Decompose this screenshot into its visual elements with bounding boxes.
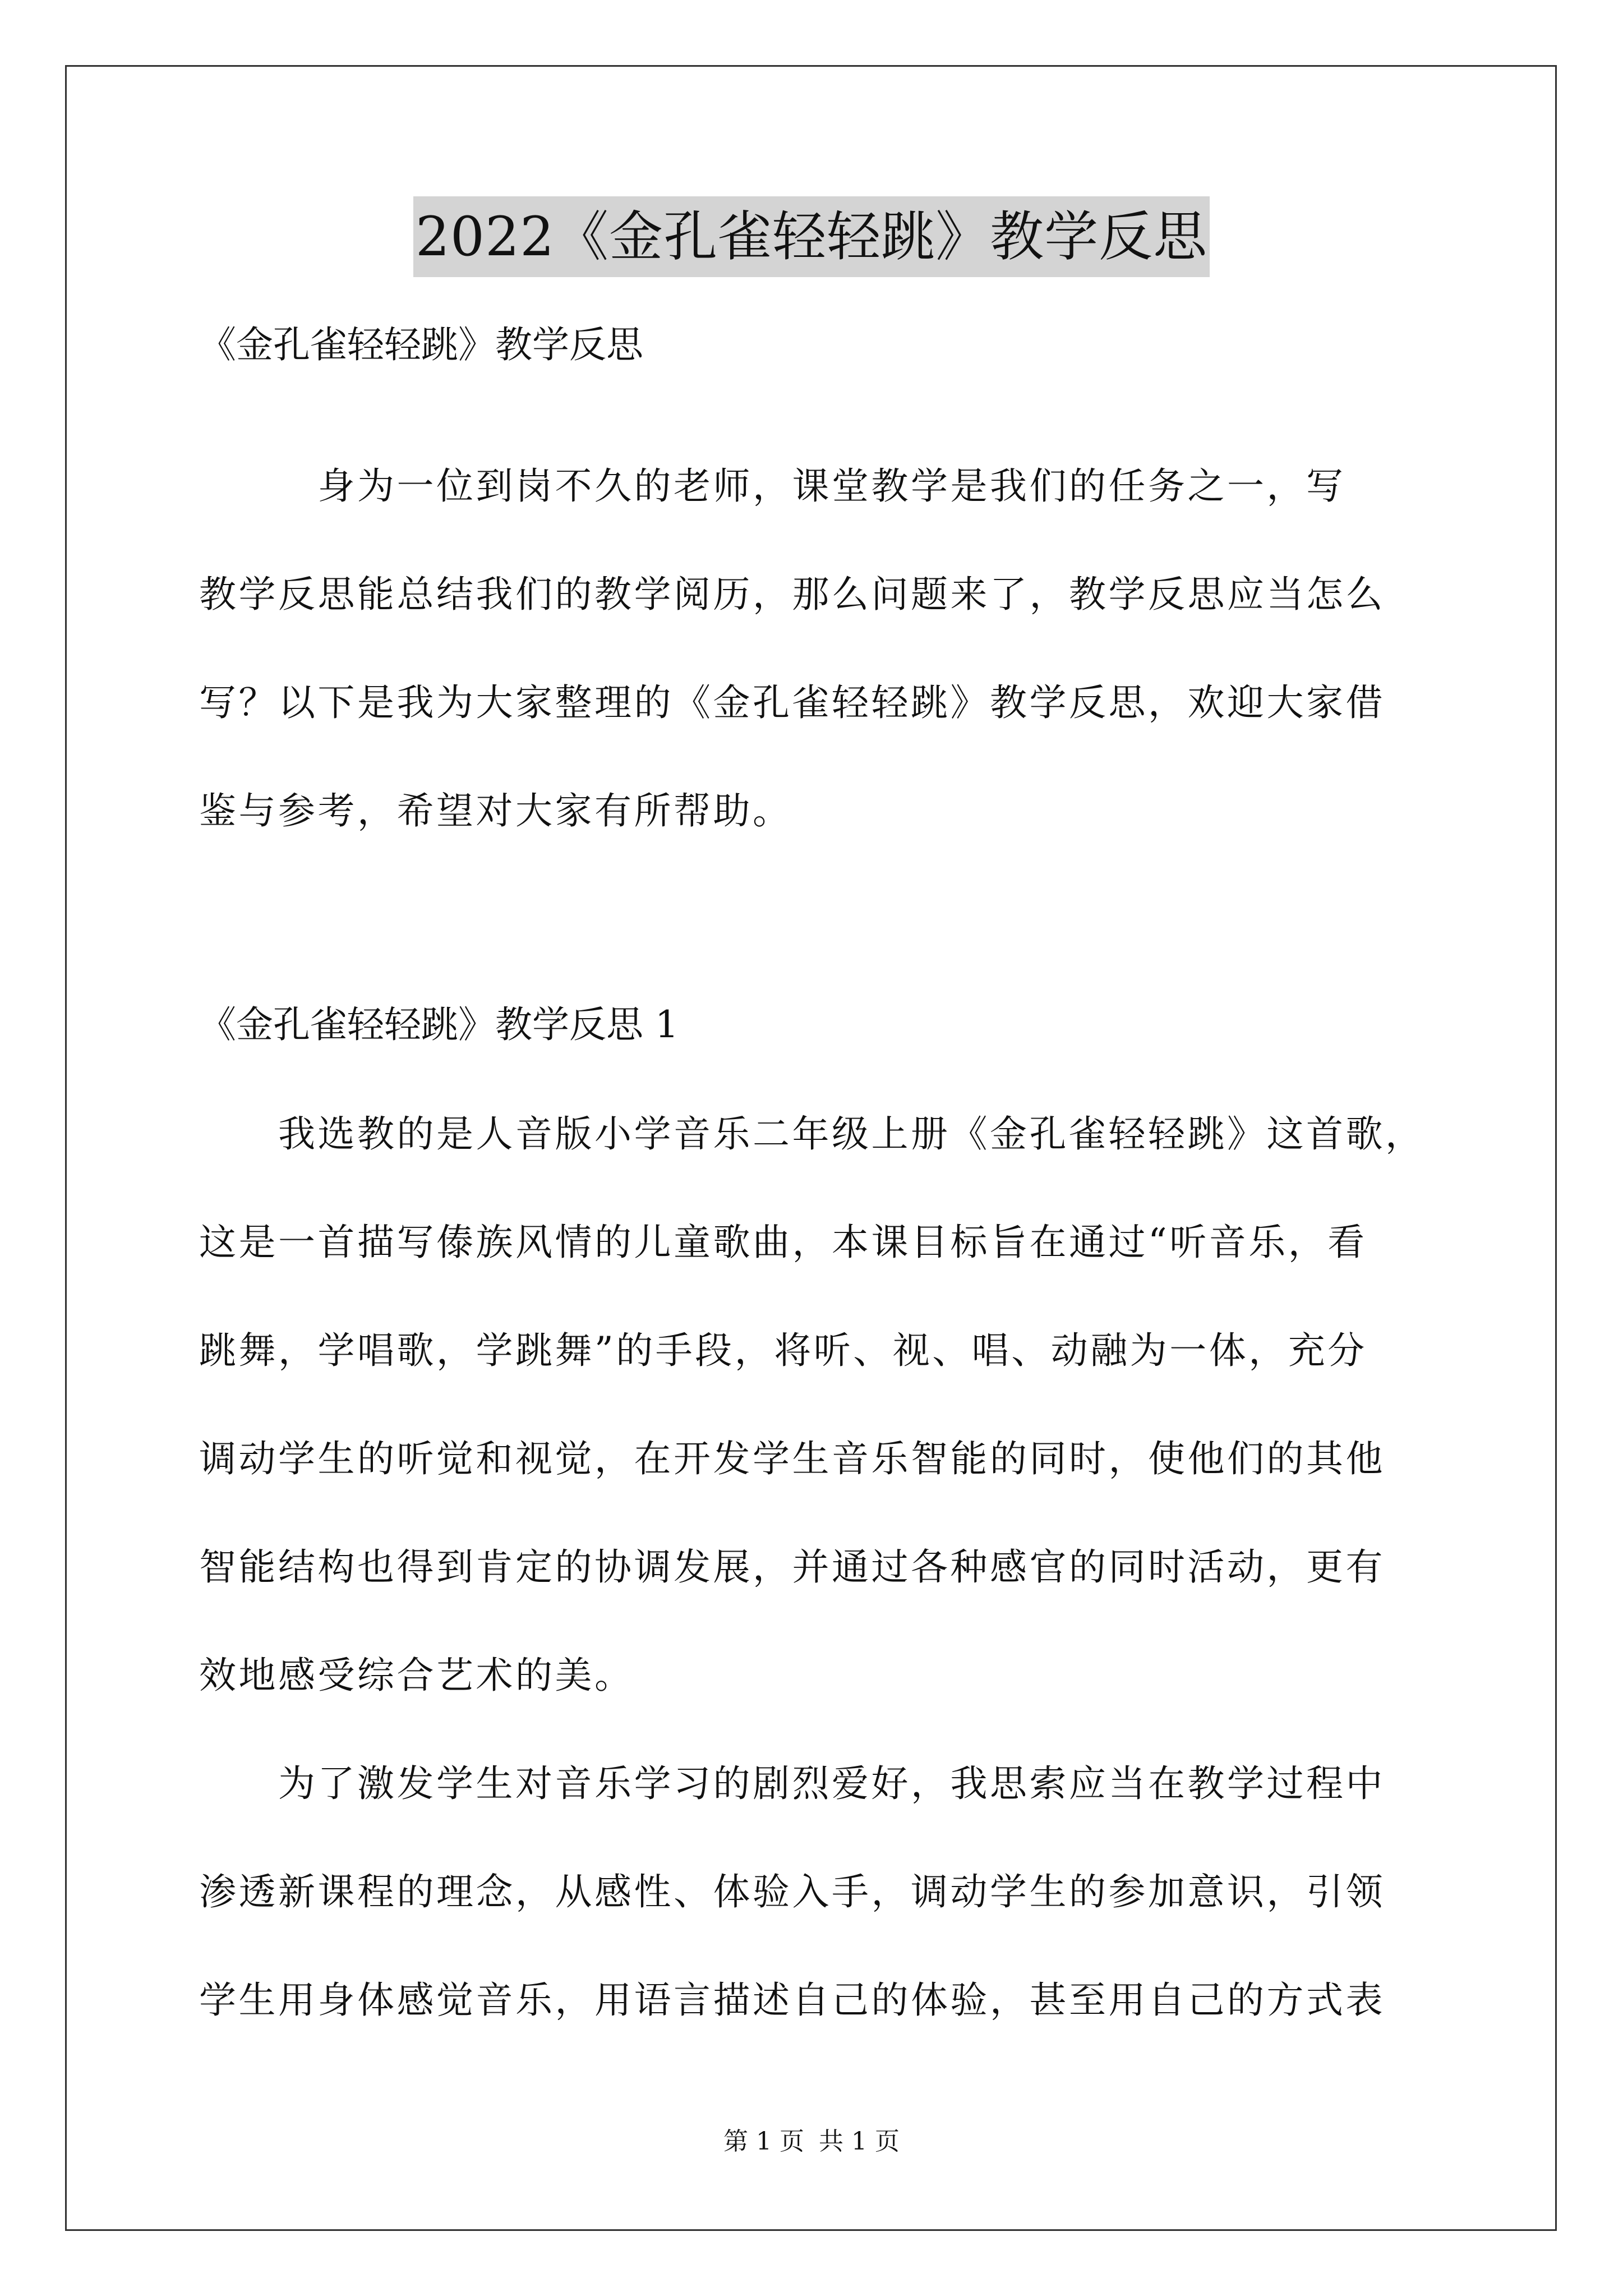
paragraph-line: 调动学生的听觉和视觉，在开发学生音乐智能的同时，使他们的其他 (199, 1437, 1385, 1480)
paragraph-line: 跳舞，学唱歌，学跳舞”的手段，将听、视、唱、动融为一体，充分 (199, 1329, 1367, 1372)
section-heading: 《金孔雀轻轻跳》教学反思 1 (199, 1003, 679, 1046)
paragraph-line: 学生用身体感觉音乐，用语言描述自己的体验，甚至用自己的方式表 (199, 1978, 1385, 2022)
page-footer (0, 2125, 1623, 2159)
title-container (0, 196, 1623, 277)
paragraph-line: 效地感受综合艺术的美。 (199, 1654, 634, 1697)
paragraph-line: 我选教的是人音版小学音乐二年级上册《金孔雀轻轻跳》这首歌， (199, 1112, 1425, 1156)
page-number: 第 1 页 (723, 2127, 804, 2156)
intro-line: 写？以下是我为大家整理的《金孔雀轻轻跳》教学反思，欢迎大家借 (199, 681, 1385, 724)
document-title: 2022《金孔雀轻轻跳》教学反思 (413, 196, 1210, 277)
subtitle: 《金孔雀轻轻跳》教学反思 (199, 323, 643, 366)
paragraph-line: 渗透新课程的理念，从感性、体验入手，调动学生的参加意识，引领 (199, 1870, 1385, 1913)
intro-line: 身为一位到岗不久的老师，课堂教学是我们的任务之一，写 (199, 464, 1346, 508)
page-total: 共 1 页 (819, 2127, 900, 2156)
intro-line: 鉴与参考，希望对大家有所帮助。 (199, 789, 792, 832)
paragraph-line: 智能结构也得到肯定的协调发展，并通过各种感官的同时活动，更有 (199, 1545, 1385, 1589)
paragraph-line: 这是一首描写傣族风情的儿童歌曲，本课目标旨在通过“听音乐，看 (199, 1221, 1367, 1264)
paragraph-line: 为了激发学生对音乐学习的剧烈爱好，我思索应当在教学过程中 (199, 1762, 1385, 1805)
intro-line: 教学反思能总结我们的教学阅历，那么问题来了，教学反思应当怎么 (199, 573, 1385, 616)
